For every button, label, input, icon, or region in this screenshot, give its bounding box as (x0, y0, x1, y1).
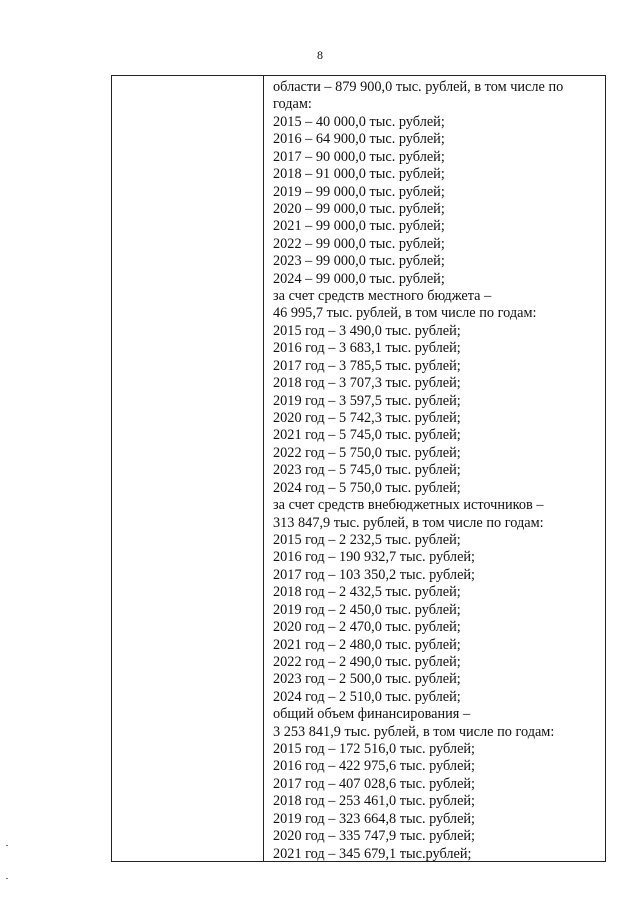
text-line: 313 847,9 тыс. рублей, в том числе по годам: (273, 514, 544, 531)
text-line: 2016 год – 3 683,1 тыс. рублей; (273, 340, 461, 357)
text-line: 2016 год – 422 975,6 тыс. рублей; (273, 758, 476, 775)
text-line: 2022 – 99 000,0 тыс. рублей; (273, 235, 445, 252)
text-line: 2022 год – 5 750,0 тыс. рублей; (273, 444, 461, 461)
text-line: 2020 – 99 000,0 тыс. рублей; (273, 200, 445, 217)
text-line: 2019 год – 323 664,8 тыс. рублей; (273, 810, 476, 827)
text-line: 2023 – 99 000,0 тыс. рублей; (273, 253, 445, 270)
financing-table (111, 75, 606, 862)
text-line: 2021 год – 345 679,1 тыс.рублей; (273, 845, 472, 861)
text-line: 46 995,7 тыс. рублей, в том числе по годам: (273, 305, 537, 322)
table-right-cell (264, 76, 605, 861)
text-line: 2019 год – 3 597,5 тыс. рублей; (273, 392, 461, 409)
text-line: 2021 год – 5 745,0 тыс. рублей; (273, 427, 461, 444)
text-line: 2017 год – 3 785,5 тыс. рублей; (273, 357, 461, 374)
text-line: 2023 год – 2 500,0 тыс. рублей; (273, 671, 461, 688)
scan-mark (6, 878, 8, 879)
text-line: 3 253 841,9 тыс. рублей, в том числе по годам: (273, 723, 555, 740)
text-line: 2018 год – 253 461,0 тыс. рублей; (273, 793, 476, 810)
text-line: за счет средств местного бюджета – (273, 288, 492, 305)
page-number: 8 (317, 48, 323, 62)
scan-mark (6, 845, 8, 846)
text-line: 2019 – 99 000,0 тыс. рублей; (273, 183, 445, 200)
text-line: 2020 год – 335 747,9 тыс. рублей; (273, 828, 476, 845)
text-line: 2018 год – 2 432,5 тыс. рублей; (273, 584, 461, 601)
text-line: годам: (273, 96, 312, 113)
text-line: 2017 год – 103 350,2 тыс. рублей; (273, 566, 476, 583)
table-left-cell (112, 76, 264, 861)
text-line: 2021 – 99 000,0 тыс. рублей; (273, 218, 445, 235)
text-line: 2016 – 64 900,0 тыс. рублей; (273, 131, 445, 148)
text-line: 2024 – 99 000,0 тыс. рублей; (273, 270, 445, 287)
text-line: 2018 год – 3 707,3 тыс. рублей; (273, 375, 461, 392)
text-line: 2017 год – 407 028,6 тыс. рублей; (273, 775, 476, 792)
text-line: 2024 год – 5 750,0 тыс. рублей; (273, 479, 461, 496)
text-line: за счет средств внебюджетных источников – (273, 497, 544, 514)
text-line: 2015 – 40 000,0 тыс. рублей; (273, 113, 445, 130)
text-line: 2021 год – 2 480,0 тыс. рублей; (273, 636, 461, 653)
text-line: 2020 год – 5 742,3 тыс. рублей; (273, 410, 461, 427)
text-line: 2018 – 91 000,0 тыс. рублей; (273, 166, 445, 183)
text-line: 2024 год – 2 510,0 тыс. рублей; (273, 688, 461, 705)
text-line: 2015 год – 172 516,0 тыс. рублей; (273, 741, 476, 758)
text-line: области – 879 900,0 тыс. рублей, в том числе по (273, 79, 564, 95)
text-line: 2016 год – 190 932,7 тыс. рублей; (273, 549, 476, 566)
text-line: 2022 год – 2 490,0 тыс. рублей; (273, 653, 461, 670)
text-line: 2017 – 90 000,0 тыс. рублей; (273, 148, 445, 165)
text-line: общий объем финансирования – (273, 706, 471, 723)
text-line: 2023 год – 5 745,0 тыс. рублей; (273, 462, 461, 479)
text-line: 2015 год – 3 490,0 тыс. рублей; (273, 322, 461, 339)
text-line: 2020 год – 2 470,0 тыс. рублей; (273, 619, 461, 636)
text-line: 2019 год – 2 450,0 тыс. рублей; (273, 601, 461, 618)
text-line: 2015 год – 2 232,5 тыс. рублей; (273, 531, 461, 548)
